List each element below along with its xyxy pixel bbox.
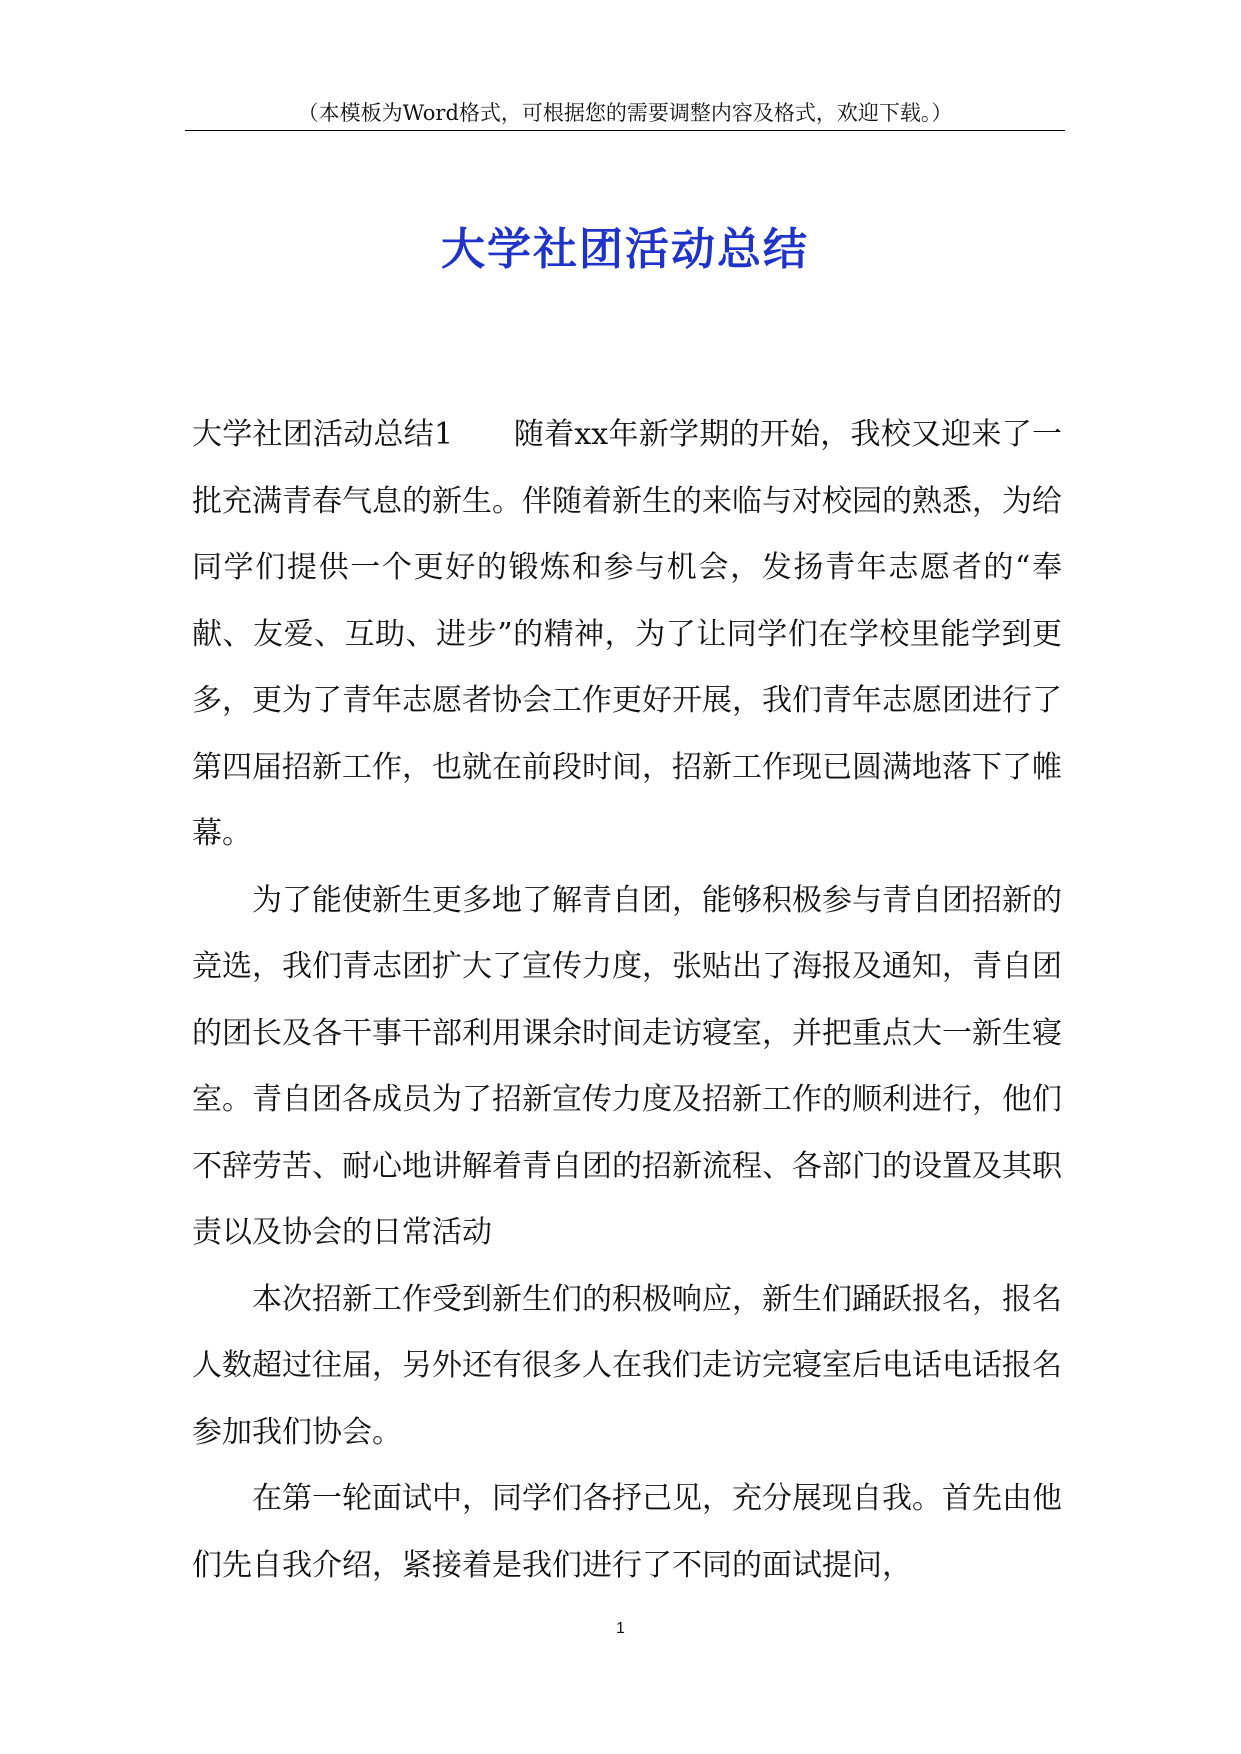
- document-body: [192, 402, 1062, 1599]
- header-divider: [185, 130, 1065, 131]
- paragraph: 本次招新工作受到新生们的积极响应，新生们踊跃报名，报名人数超过往届，另外还有很多人在我们走访完寝室后电话电话报名参加我们协会。: [192, 1281, 1062, 1450]
- paragraph: 为了能使新生更多地了解青自团，能够积极参与青自团招新的竞选，我们青志团扩大了宣传力度，张贴出了海报及通知，青自团的团长及各干事干部利用课余时间走访寝室，并把重点大一新生寝室。青自团各成员为了招新宣传力度及招新工作的顺利进行，他们不辞劳苦、耐心地讲解着青自团的招新流程、各部门的设置及其职责以及协会的日常活动: [192, 882, 1062, 1250]
- document-title: 大学社团活动总结: [441, 224, 809, 275]
- header-note: （本模板为Word格式，可根据您的需要调整内容及格式，欢迎下载。）: [297, 101, 953, 125]
- paragraph: 大学社团活动总结1 随着xx年新学期的开始，我校又迎来了一批充满青春气息的新生。伴随着新生的来临与对校园的熟悉，为给同学们提供一个更好的锻炼和参与机会，发扬青年志愿者的“奉献、友爱、互助、进步”的精神，为了让同学们在学校里能学到更多，更为了青年志愿者协会工作更好开展，我们青年志愿团进行了第四届招新工作，也就在前段时间，招新工作现已圆满地落下了帷幕。: [192, 417, 1062, 851]
- page-number: 1: [616, 1620, 625, 1637]
- paragraph: 在第一轮面试中，同学们各抒己见，充分展现自我。首先由他们先自我介绍，紧接着是我们进行了不同的面试提问，: [192, 1481, 1062, 1583]
